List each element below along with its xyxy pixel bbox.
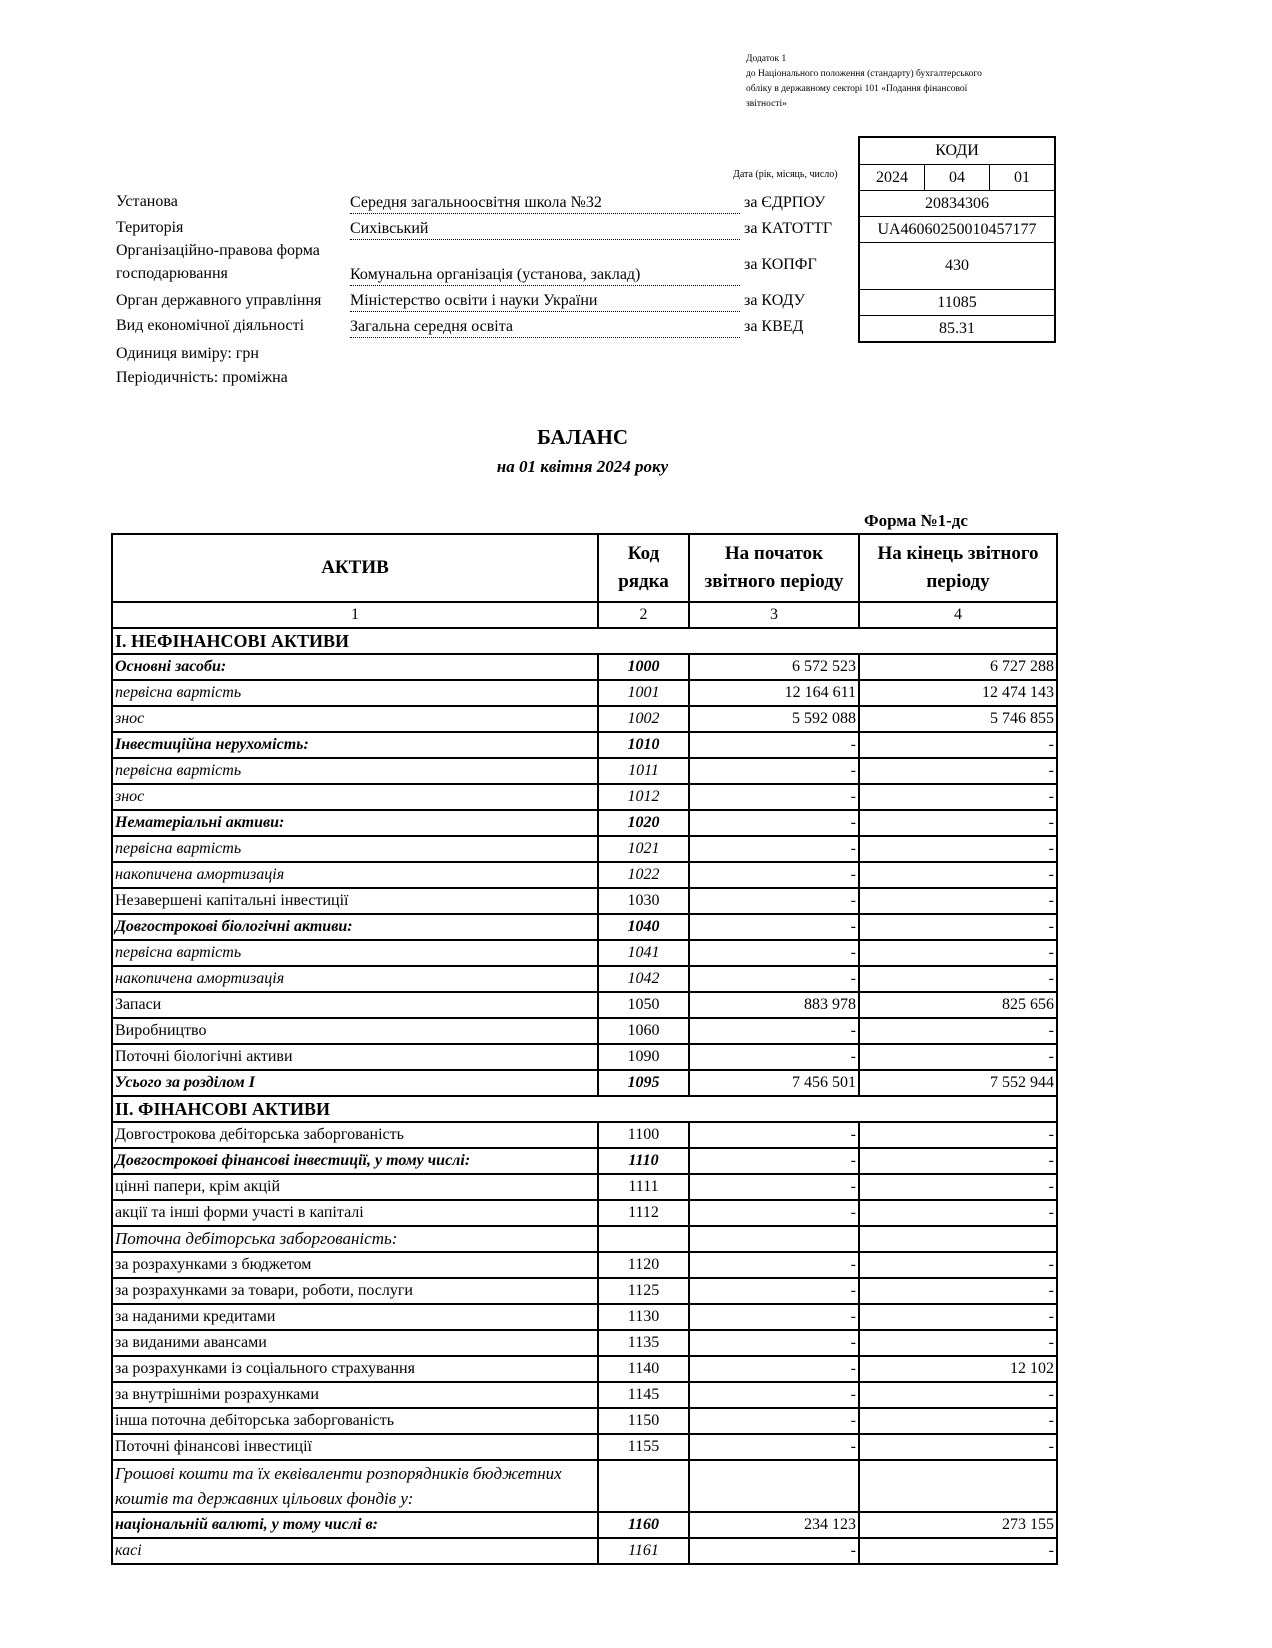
row-label: касі bbox=[112, 1538, 598, 1564]
legal-form-label: Організаційно-правова форма bbox=[116, 242, 320, 259]
row-label: первісна вартість bbox=[112, 836, 598, 862]
kved-code: 85.31 bbox=[860, 315, 1054, 341]
column-number: 1 bbox=[112, 602, 598, 628]
row-end-value: - bbox=[859, 888, 1057, 914]
table-row bbox=[112, 810, 1057, 836]
table-row bbox=[112, 1382, 1057, 1408]
row-code: 1041 bbox=[598, 940, 689, 966]
table-row bbox=[112, 1304, 1057, 1330]
row-start-value: - bbox=[689, 1122, 859, 1148]
table-row bbox=[112, 1356, 1057, 1382]
table-row bbox=[112, 1200, 1057, 1226]
date-row bbox=[860, 164, 1054, 190]
codes-box bbox=[858, 136, 1056, 343]
row-start-value: - bbox=[689, 1252, 859, 1278]
authority-value: Міністерство освіти і науки України bbox=[350, 292, 740, 312]
activity-value: Загальна середня освіта bbox=[350, 318, 740, 338]
table-row bbox=[112, 1018, 1057, 1044]
row-label: національній валюті, у тому числі в: bbox=[112, 1512, 598, 1538]
activity-label: Вид економічної діяльності bbox=[116, 317, 305, 334]
table-row bbox=[112, 680, 1057, 706]
table-row bbox=[112, 1174, 1057, 1200]
row-code: 1011 bbox=[598, 758, 689, 784]
table-row bbox=[112, 914, 1057, 940]
row-start-value: - bbox=[689, 758, 859, 784]
row-code: 1140 bbox=[598, 1356, 689, 1382]
document-title: БАЛАНС bbox=[536, 425, 629, 449]
header-code: Код рядка bbox=[598, 534, 689, 602]
row-label: накопичена амортизація bbox=[112, 966, 598, 992]
row-end-value: - bbox=[859, 1330, 1057, 1356]
row-start-value: - bbox=[689, 1304, 859, 1330]
row-code: 1155 bbox=[598, 1434, 689, 1460]
periodicity-label: Періодичність: проміжна bbox=[116, 369, 288, 386]
row-end-value: - bbox=[859, 732, 1057, 758]
table-row bbox=[112, 732, 1057, 758]
appendix-line: обліку в державному секторі 101 «Подання фінансової bbox=[746, 84, 968, 94]
row-code: 1120 bbox=[598, 1252, 689, 1278]
kodu-code: 11085 bbox=[860, 289, 1054, 315]
row-end-value: - bbox=[859, 1200, 1057, 1226]
row-label: за внутрішніми розрахунками bbox=[112, 1382, 598, 1408]
row-label: Нематеріальні активи: bbox=[112, 810, 598, 836]
row-start-value: - bbox=[689, 1018, 859, 1044]
form-number: Форма №1-дс bbox=[864, 511, 968, 530]
table-row bbox=[112, 784, 1057, 810]
row-start-value: - bbox=[689, 940, 859, 966]
row-end-value: - bbox=[859, 940, 1057, 966]
row-code: 1022 bbox=[598, 862, 689, 888]
row-start-value bbox=[689, 1226, 859, 1252]
row-end-value: 12 474 143 bbox=[859, 680, 1057, 706]
kopfg-label: за КОПФГ bbox=[744, 256, 817, 273]
row-code: 1135 bbox=[598, 1330, 689, 1356]
row-label: Поточна дебіторська заборгованість: bbox=[112, 1226, 598, 1252]
row-end-value: - bbox=[859, 914, 1057, 940]
row-end-value: - bbox=[859, 1304, 1057, 1330]
row-end-value: - bbox=[859, 1382, 1057, 1408]
row-code: 1112 bbox=[598, 1200, 689, 1226]
appendix-note bbox=[746, 52, 1056, 112]
column-number: 3 bbox=[689, 602, 859, 628]
header-asset: АКТИВ bbox=[112, 534, 598, 602]
row-start-value: 12 164 611 bbox=[689, 680, 859, 706]
row-end-value: - bbox=[859, 1174, 1057, 1200]
row-start-value: - bbox=[689, 810, 859, 836]
table-row bbox=[112, 862, 1057, 888]
row-start-value: - bbox=[689, 888, 859, 914]
row-end-value: 6 727 288 bbox=[859, 654, 1057, 680]
row-code: 1100 bbox=[598, 1122, 689, 1148]
header-row bbox=[112, 534, 1057, 602]
section-1-title: І. НЕФІНАНСОВІ АКТИВИ bbox=[112, 628, 1057, 654]
column-number: 4 bbox=[859, 602, 1057, 628]
edrpou-code: 20834306 bbox=[860, 190, 1054, 216]
appendix-line: Додаток 1 bbox=[746, 54, 787, 64]
row-start-value: - bbox=[689, 1044, 859, 1070]
table-row bbox=[112, 1330, 1057, 1356]
row-end-value: - bbox=[859, 1538, 1057, 1564]
table-row bbox=[112, 1044, 1057, 1070]
katottg-label: за КАТОТТГ bbox=[744, 220, 833, 237]
header-start: На початок звітного періоду bbox=[689, 534, 859, 602]
row-label: Запаси bbox=[112, 992, 598, 1018]
table-row bbox=[112, 836, 1057, 862]
row-start-value: - bbox=[689, 732, 859, 758]
row-label: знос bbox=[112, 706, 598, 732]
row-label: знос bbox=[112, 784, 598, 810]
row-end-value: - bbox=[859, 1252, 1057, 1278]
row-start-value: - bbox=[689, 966, 859, 992]
kved-label: за КВЕД bbox=[744, 318, 804, 335]
row-label: Довгострокові біологічні активи: bbox=[112, 914, 598, 940]
row-start-value: 883 978 bbox=[689, 992, 859, 1018]
row-start-value: - bbox=[689, 1434, 859, 1460]
section-row bbox=[112, 1096, 1057, 1122]
table-row bbox=[112, 1434, 1057, 1460]
row-label: Поточні біологічні активи bbox=[112, 1044, 598, 1070]
row-start-value: - bbox=[689, 862, 859, 888]
row-label: Поточні фінансові інвестиції bbox=[112, 1434, 598, 1460]
row-label: інша поточна дебіторська заборгованість bbox=[112, 1408, 598, 1434]
row-label: акції та інші форми участі в капіталі bbox=[112, 1200, 598, 1226]
row-code: 1110 bbox=[598, 1148, 689, 1174]
row-code: 1042 bbox=[598, 966, 689, 992]
row-code: 1111 bbox=[598, 1174, 689, 1200]
row-code: 1001 bbox=[598, 680, 689, 706]
territory-value: Сихівський bbox=[350, 220, 740, 240]
kopfg-code: 430 bbox=[860, 242, 1054, 289]
table-row bbox=[112, 1278, 1057, 1304]
row-start-value: - bbox=[689, 1330, 859, 1356]
document-subtitle: на 01 квітня 2024 року bbox=[496, 457, 669, 476]
row-code: 1021 bbox=[598, 836, 689, 862]
row-end-value: - bbox=[859, 810, 1057, 836]
row-label: Основні засоби: bbox=[112, 654, 598, 680]
table-row bbox=[112, 1252, 1057, 1278]
row-end-value bbox=[859, 1460, 1057, 1512]
table-row bbox=[112, 1070, 1057, 1096]
row-code: 1161 bbox=[598, 1538, 689, 1564]
row-code: 1010 bbox=[598, 732, 689, 758]
table-row bbox=[112, 940, 1057, 966]
row-label: за розрахунками з бюджетом bbox=[112, 1252, 598, 1278]
row-start-value: - bbox=[689, 1382, 859, 1408]
row-label: за розрахунками за товари, роботи, послуги bbox=[112, 1278, 598, 1304]
row-start-value: 5 592 088 bbox=[689, 706, 859, 732]
table-row bbox=[112, 654, 1057, 680]
row-code: 1150 bbox=[598, 1408, 689, 1434]
row-start-value: - bbox=[689, 1356, 859, 1382]
column-number-row bbox=[112, 602, 1057, 628]
row-label: Усього за розділом І bbox=[112, 1070, 598, 1096]
row-code: 1060 bbox=[598, 1018, 689, 1044]
row-start-value: - bbox=[689, 836, 859, 862]
date-day: 01 bbox=[989, 165, 1054, 190]
kodu-label: за КОДУ bbox=[744, 292, 805, 309]
row-label: Незавершені капітальні інвестиції bbox=[112, 888, 598, 914]
codes-header: КОДИ bbox=[935, 142, 979, 159]
row-end-value: 12 102 bbox=[859, 1356, 1057, 1382]
row-label: накопичена амортизація bbox=[112, 862, 598, 888]
institution-value: Середня загальноосвітня школа №32 bbox=[350, 194, 740, 214]
row-end-value: - bbox=[859, 1148, 1057, 1174]
row-start-value: - bbox=[689, 784, 859, 810]
row-end-value: 5 746 855 bbox=[859, 706, 1057, 732]
row-end-value: - bbox=[859, 784, 1057, 810]
row-start-value: - bbox=[689, 914, 859, 940]
table-row bbox=[112, 1512, 1057, 1538]
row-label: первісна вартість bbox=[112, 680, 598, 706]
table-row bbox=[112, 1408, 1057, 1434]
row-label: за виданими авансами bbox=[112, 1330, 598, 1356]
row-label: первісна вартість bbox=[112, 758, 598, 784]
row-code: 1125 bbox=[598, 1278, 689, 1304]
table-row bbox=[112, 758, 1057, 784]
row-start-value: 7 456 501 bbox=[689, 1070, 859, 1096]
row-code bbox=[598, 1460, 689, 1512]
row-code: 1050 bbox=[598, 992, 689, 1018]
row-label: за розрахунками із соціального страхування bbox=[112, 1356, 598, 1382]
row-end-value: - bbox=[859, 966, 1057, 992]
row-label: первісна вартість bbox=[112, 940, 598, 966]
header-end: На кінець звітного періоду bbox=[859, 534, 1057, 602]
row-end-value: 7 552 944 bbox=[859, 1070, 1057, 1096]
row-end-value: - bbox=[859, 758, 1057, 784]
row-start-value: - bbox=[689, 1174, 859, 1200]
row-start-value: - bbox=[689, 1538, 859, 1564]
row-start-value: - bbox=[689, 1148, 859, 1174]
row-end-value: - bbox=[859, 1018, 1057, 1044]
row-start-value: - bbox=[689, 1278, 859, 1304]
row-code: 1030 bbox=[598, 888, 689, 914]
row-code: 1000 bbox=[598, 654, 689, 680]
row-end-value: - bbox=[859, 836, 1057, 862]
row-label: за наданими кредитами bbox=[112, 1304, 598, 1330]
row-label: Грошові кошти та їх еквіваленти розпорядників бюджетних коштів та державних цільових фондів у: bbox=[112, 1460, 598, 1512]
row-code: 1012 bbox=[598, 784, 689, 810]
row-end-value: - bbox=[859, 862, 1057, 888]
row-end-value: - bbox=[859, 1044, 1057, 1070]
row-end-value: - bbox=[859, 1408, 1057, 1434]
table-row bbox=[112, 706, 1057, 732]
edrpou-label: за ЄДРПОУ bbox=[744, 194, 826, 211]
row-end-value: 825 656 bbox=[859, 992, 1057, 1018]
row-end-value: - bbox=[859, 1122, 1057, 1148]
date-month: 04 bbox=[924, 165, 989, 190]
row-label: Довгострокова дебіторська заборгованість bbox=[112, 1122, 598, 1148]
table-row bbox=[112, 1538, 1057, 1564]
row-label: Виробництво bbox=[112, 1018, 598, 1044]
row-label: Інвестиційна нерухомість: bbox=[112, 732, 598, 758]
table-row bbox=[112, 1148, 1057, 1174]
institution-label: Установа bbox=[116, 193, 178, 210]
row-end-value: - bbox=[859, 1278, 1057, 1304]
row-end-value: - bbox=[859, 1434, 1057, 1460]
authority-label: Орган державного управління bbox=[116, 292, 322, 309]
row-code: 1090 bbox=[598, 1044, 689, 1070]
date-label: Дата (рік, місяць, число) bbox=[733, 169, 838, 180]
katottg-code: UA46060250010457177 bbox=[860, 216, 1054, 242]
balance-table bbox=[111, 533, 1058, 1565]
row-start-value: - bbox=[689, 1408, 859, 1434]
table-row bbox=[112, 1122, 1057, 1148]
row-code: 1145 bbox=[598, 1382, 689, 1408]
table-row bbox=[112, 992, 1057, 1018]
row-start-value: 234 123 bbox=[689, 1512, 859, 1538]
table-row bbox=[112, 1460, 1057, 1512]
row-code: 1040 bbox=[598, 914, 689, 940]
legal-form-value: Комунальна організація (установа, заклад) bbox=[350, 266, 740, 286]
row-code: 1160 bbox=[598, 1512, 689, 1538]
row-code: 1002 bbox=[598, 706, 689, 732]
appendix-line: до Національного положення (стандарту) бухгалтерського bbox=[746, 69, 982, 79]
table-row bbox=[112, 888, 1057, 914]
row-code: 1130 bbox=[598, 1304, 689, 1330]
row-code bbox=[598, 1226, 689, 1252]
row-start-value bbox=[689, 1460, 859, 1512]
row-start-value: 6 572 523 bbox=[689, 654, 859, 680]
row-code: 1095 bbox=[598, 1070, 689, 1096]
section-2-title: ІІ. ФІНАНСОВІ АКТИВИ bbox=[112, 1096, 1057, 1122]
row-end-value: 273 155 bbox=[859, 1512, 1057, 1538]
section-row bbox=[112, 628, 1057, 654]
row-end-value bbox=[859, 1226, 1057, 1252]
table-row bbox=[112, 1226, 1057, 1252]
row-label: цінні папери, крім акцій bbox=[112, 1174, 598, 1200]
row-start-value: - bbox=[689, 1200, 859, 1226]
legal-form-label-2: господарювання bbox=[116, 265, 228, 282]
row-label: Довгострокові фінансові інвестиції, у тому числі: bbox=[112, 1148, 598, 1174]
table-row bbox=[112, 966, 1057, 992]
date-year: 2024 bbox=[876, 168, 908, 186]
column-number: 2 bbox=[598, 602, 689, 628]
unit-label: Одиниця виміру: грн bbox=[116, 345, 259, 362]
appendix-line: звітності» bbox=[746, 99, 787, 109]
territory-label: Територія bbox=[116, 219, 184, 236]
row-code: 1020 bbox=[598, 810, 689, 836]
